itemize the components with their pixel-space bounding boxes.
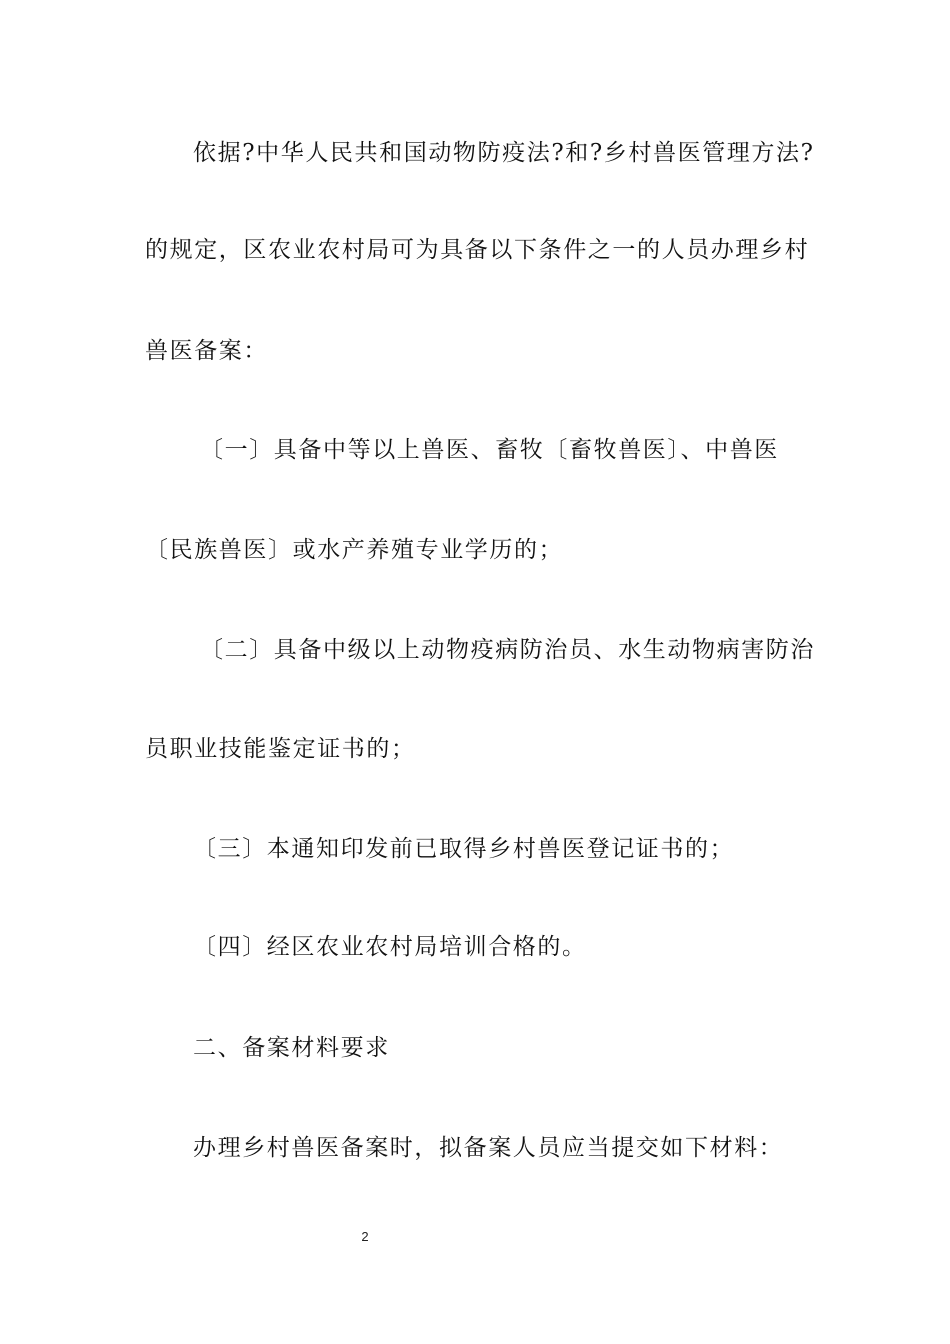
condition-2-line-2: 员职业技能鉴定证书的；: [145, 736, 416, 762]
page-number: 2: [361, 1229, 369, 1244]
paragraph-line-2: 的规定，区农业农村局可为具备以下条件之一的人员办理乡村: [145, 237, 810, 263]
condition-4-line: 〔四〕经区农业农村局培训合格的。: [193, 934, 587, 960]
condition-1-line-1: 〔一〕具备中等以上兽医、畜牧〔畜牧兽医〕、中兽医: [200, 437, 779, 463]
materials-intro-line: 办理乡村兽医备案时，拟备案人员应当提交如下材料：: [193, 1135, 784, 1161]
condition-1-line-2: 〔民族兽医〕或水产养殖专业学历的；: [145, 537, 564, 563]
paragraph-line-3: 兽医备案：: [145, 338, 268, 364]
section-heading: 二、备案材料要求: [193, 1035, 390, 1061]
paragraph-line-1: 依据?中华人民共和国动物防疫法?和?乡村兽医管理方法?: [193, 140, 815, 166]
condition-2-line-1: 〔二〕具备中级以上动物疫病防治员、水生动物病害防治: [200, 637, 815, 663]
condition-3-line: 〔三〕本通知印发前已取得乡村兽医登记证书的；: [193, 836, 735, 862]
